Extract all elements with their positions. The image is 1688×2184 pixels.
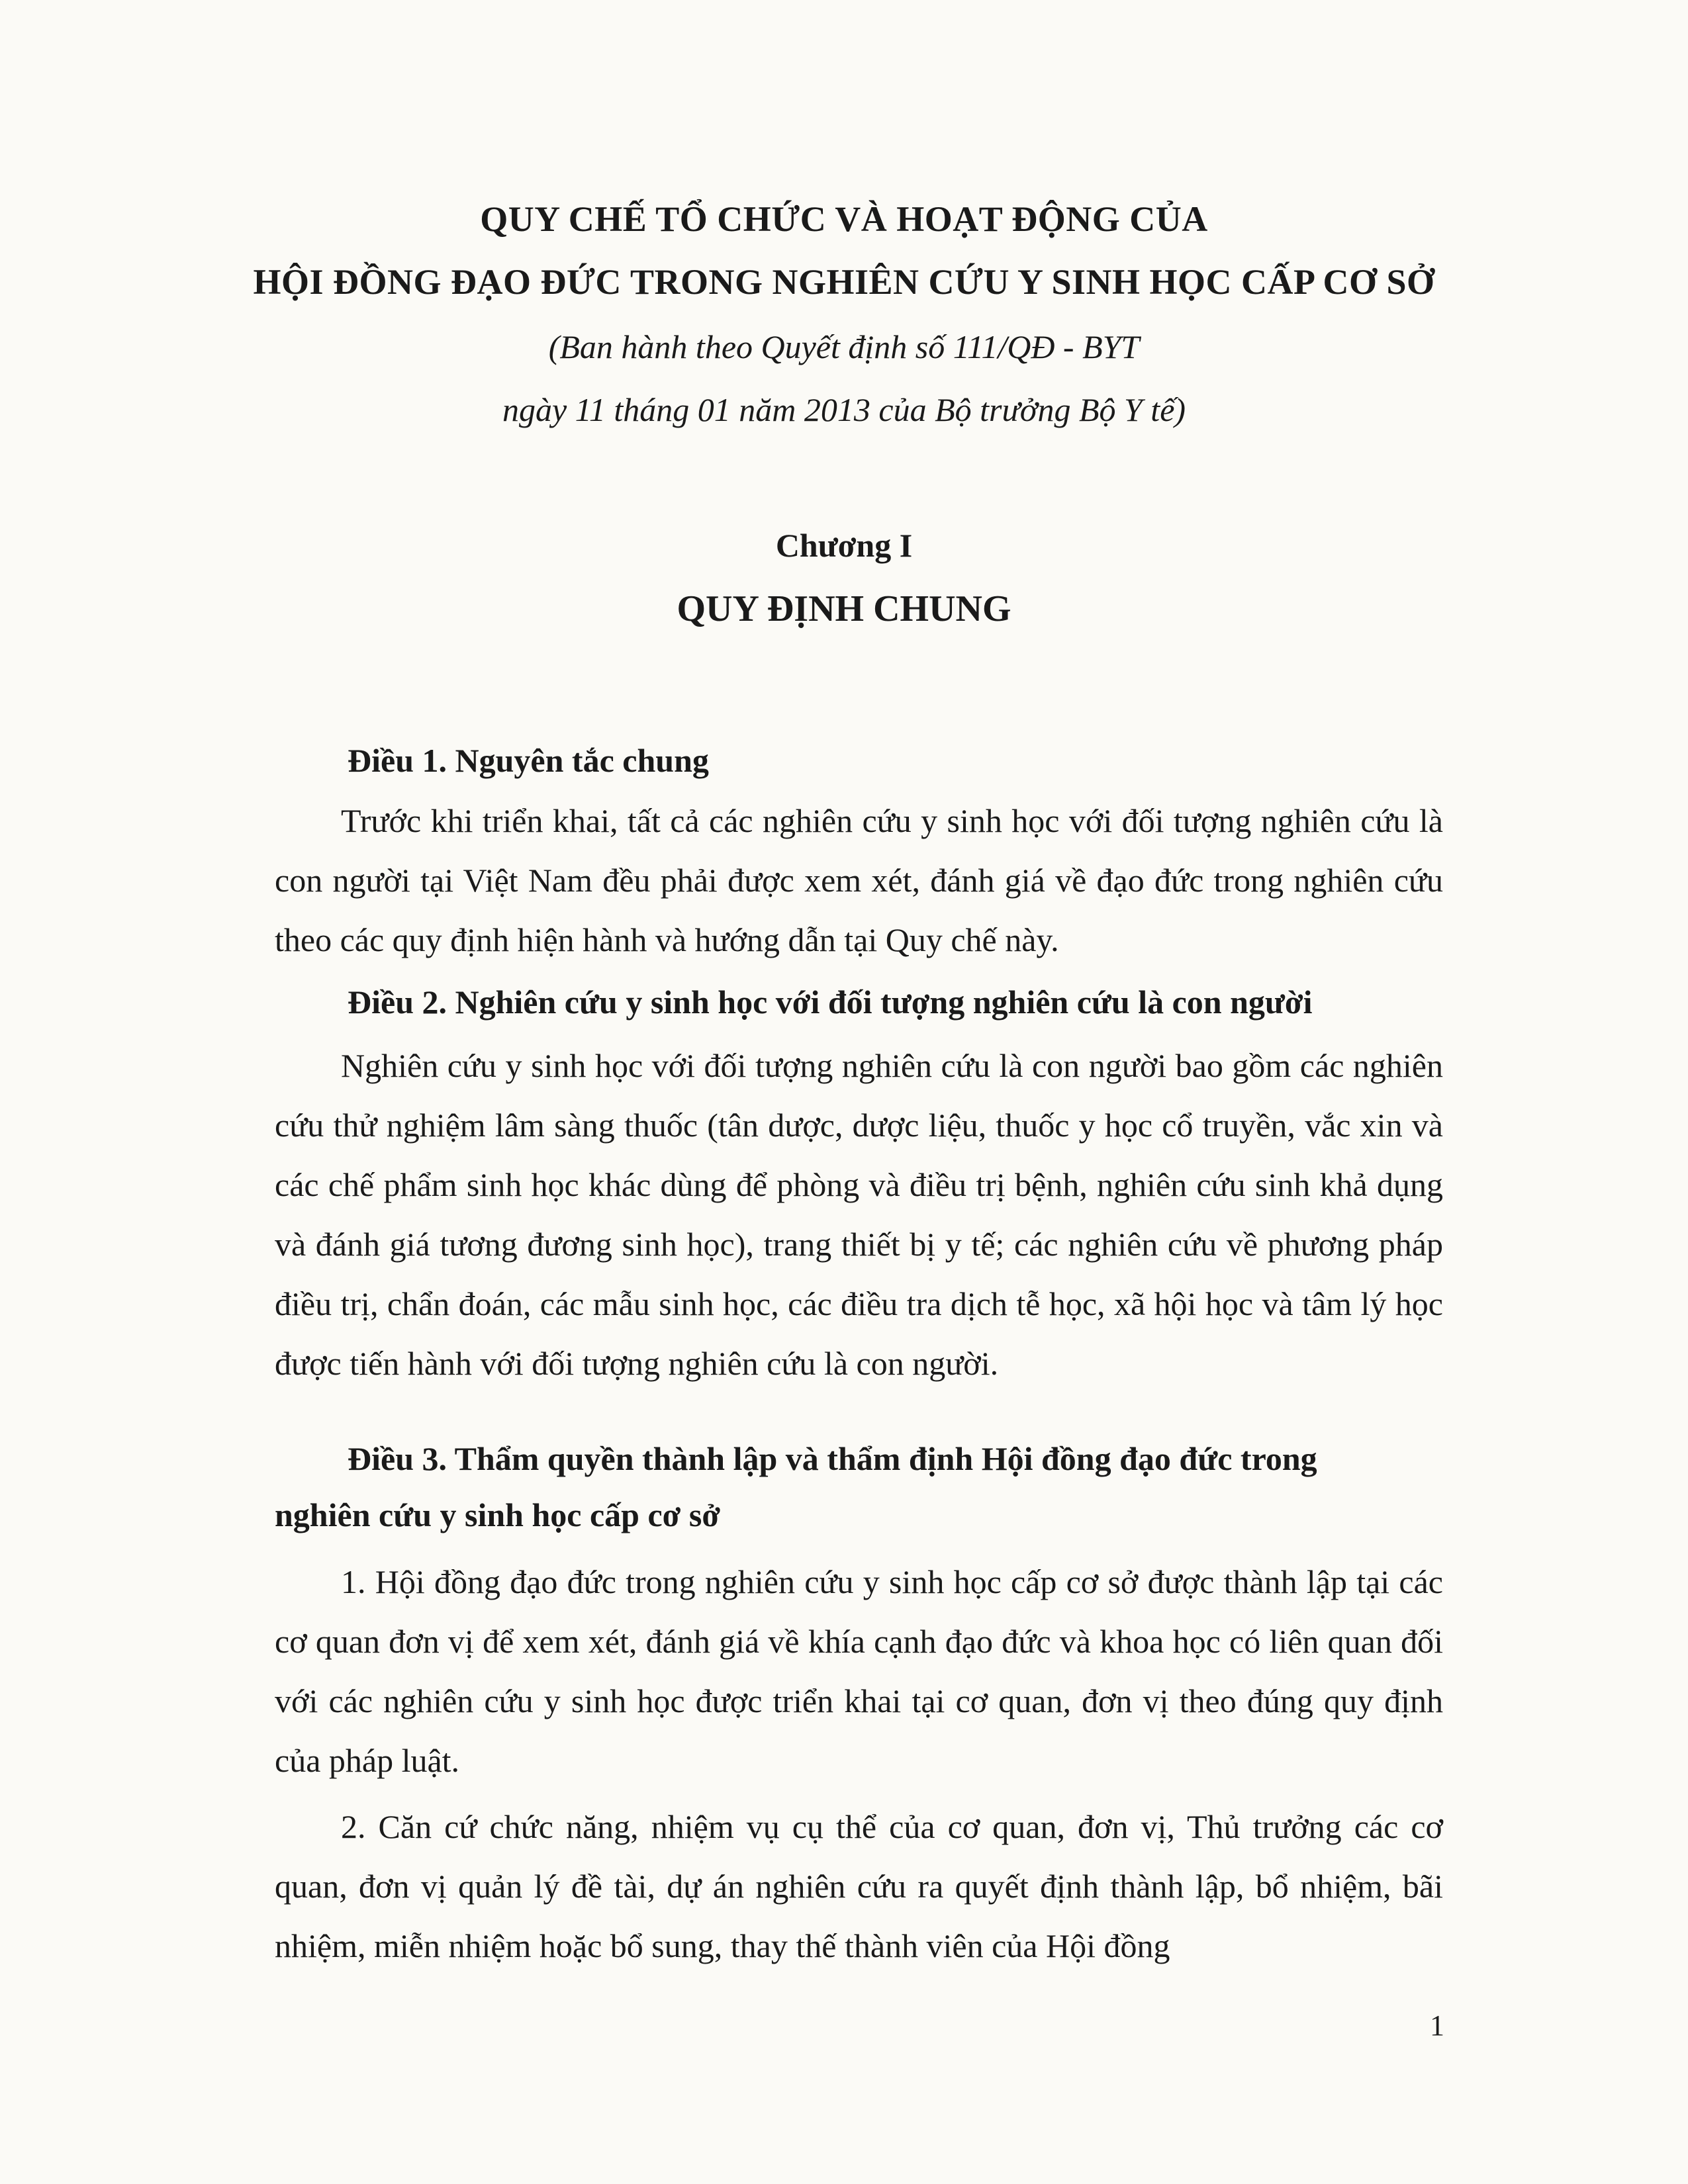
article-1-heading: Điều 1. Nguyên tắc chung (348, 742, 709, 779)
article-1-paragraph-text: Trước khi triển khai, tất cả các nghiên cứu y sinh học với đối tượng nghiên cứu là con người tại Việt Nam đều phải được xem xét, đánh giá về đạo đức trong nghiên cứu theo các quy định hiện hành và hướng dẫn tại Quy chế này. (275, 802, 1443, 958)
article-1-paragraph (275, 791, 1443, 970)
chapter-name: QUY ĐỊNH CHUNG (677, 588, 1011, 629)
article-2-heading: Điều 2. Nghiên cứu y sinh học với đối tượng nghiên cứu là con người (348, 983, 1313, 1021)
article-3-heading-line-2: nghiên cứu y sinh học cấp cơ sở (275, 1496, 720, 1533)
document-subtitle-line-2: ngày 11 tháng 01 năm 2013 của Bộ trưởng Bộ Y tế) (502, 391, 1186, 428)
document-subtitle-line-1: (Ban hành theo Quyết định số 111/QĐ - BYT (548, 328, 1140, 365)
article-2-paragraph-text: Nghiên cứu y sinh học với đối tượng nghiên cứu là con người bao gồm các nghiên cứu thử nghiệm lâm sàng thuốc (tân dược, dược liệu, thuốc y học cổ truyền, vắc xin và các chế phẩm sinh học khác dùng để phòng và điều trị bệnh, nghiên cứu sinh khả dụng và đánh giá tương đương sinh học), trang thiết bị y tế; các nghiên cứu về phương pháp điều trị, chẩn đoán, các mẫu sinh học, các điều tra dịch tễ học, xã hội học và tâm lý học được tiến hành với đối tượng nghiên cứu là con người. (275, 1047, 1443, 1382)
document-title-line-2: HỘI ĐỒNG ĐẠO ĐỨC TRONG NGHIÊN CỨU Y SINH HỌC CẤP CƠ SỞ (253, 262, 1435, 302)
article-3-paragraph-2 (275, 1797, 1443, 1976)
page-number: 1 (1430, 2009, 1444, 2042)
article-3-paragraph-2-text: 2. Căn cứ chức năng, nhiệm vụ cụ thể của cơ quan, đơn vị, Thủ trưởng các cơ quan, đơn vị quản lý đề tài, dự án nghiên cứu ra quyết định thành lập, bổ nhiệm, bãi nhiệm, miễn nhiệm hoặc bổ sung, thay thế thành viên của Hội đồng (275, 1808, 1443, 1964)
chapter-number: Chương I (775, 527, 913, 564)
document-title-line-1: QUY CHẾ TỔ CHỨC VÀ HOẠT ĐỘNG CỦA (480, 199, 1208, 239)
article-3-heading-line-1: Điều 3. Thẩm quyền thành lập và thẩm định Hội đồng đạo đức trong (348, 1440, 1317, 1477)
article-2-paragraph (275, 1036, 1443, 1393)
article-3-paragraph-1 (275, 1552, 1443, 1790)
article-3-paragraph-1-text: 1. Hội đồng đạo đức trong nghiên cứu y sinh học cấp cơ sở được thành lập tại các cơ quan đơn vị để xem xét, đánh giá về khía cạnh đạo đức và khoa học có liên quan đối với các nghiên cứu y sinh học được triển khai tại cơ quan, đơn vị theo đúng quy định của pháp luật. (275, 1563, 1443, 1779)
